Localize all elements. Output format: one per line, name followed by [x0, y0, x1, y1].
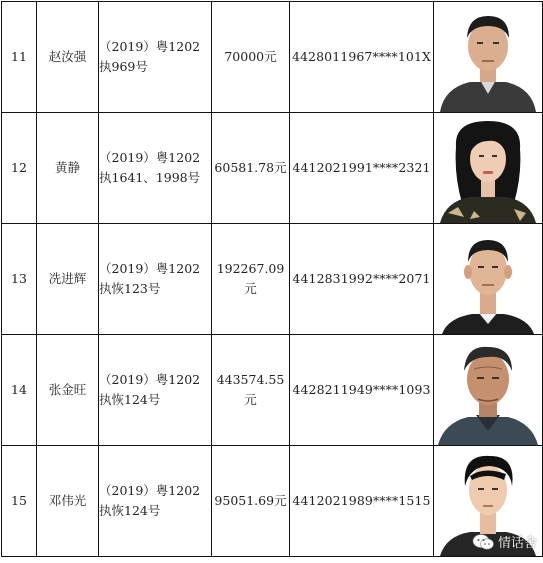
- table-row: [2, 335, 543, 446]
- row-number: 15: [2, 446, 37, 557]
- table-row: [2, 224, 543, 335]
- amount-owed: 60581.78元: [212, 113, 290, 224]
- amount-owed: 95051.69元: [212, 446, 290, 557]
- id-number: 4428011967****101X: [290, 2, 434, 113]
- person-name: 冼进辉: [37, 224, 99, 335]
- watermark: [472, 532, 537, 551]
- person-name: 赵汝强: [37, 2, 99, 113]
- amount-owed: 70000元: [212, 2, 290, 113]
- person-name: 张金旺: [37, 335, 99, 446]
- person-name: 黄静: [37, 113, 99, 224]
- portrait-photo: [434, 2, 543, 113]
- amount-owed: 443574.55元: [212, 335, 290, 446]
- id-number: 4412021989****1515: [290, 446, 434, 557]
- wechat-icon: [472, 533, 494, 551]
- id-number: 4412831992****2071: [290, 224, 434, 335]
- case-number: （2019）粤1202执恢124号: [99, 335, 212, 446]
- person-name: 邓伟光: [37, 446, 99, 557]
- amount-owed: 192267.09元: [212, 224, 290, 335]
- case-number: （2019）粤1202执1641、1998号: [99, 113, 212, 224]
- debtor-table: [1, 1, 543, 557]
- table-row: [2, 446, 543, 557]
- woman-portrait-icon: [434, 113, 542, 223]
- id-number: 4412021991****2321: [290, 113, 434, 224]
- man-portrait-icon: [434, 2, 542, 112]
- table-row: [2, 2, 543, 113]
- case-number: （2019）粤1202执969号: [99, 2, 212, 113]
- table-row: [2, 113, 543, 224]
- row-number: 14: [2, 335, 37, 446]
- man-portrait-icon: [434, 224, 542, 334]
- row-number: 11: [2, 2, 37, 113]
- portrait-photo: [434, 113, 543, 224]
- id-number: 4428211949****1093: [290, 335, 434, 446]
- elderly-man-portrait-icon: [434, 335, 542, 445]
- case-number: （2019）粤1202执恢124号: [99, 446, 212, 557]
- case-number: （2019）粤1202执恢123号: [99, 224, 212, 335]
- watermark-text: 情话舍: [497, 536, 537, 551]
- portrait-photo: [434, 224, 543, 335]
- row-number: 12: [2, 113, 37, 224]
- portrait-photo: [434, 335, 543, 446]
- row-number: 13: [2, 224, 37, 335]
